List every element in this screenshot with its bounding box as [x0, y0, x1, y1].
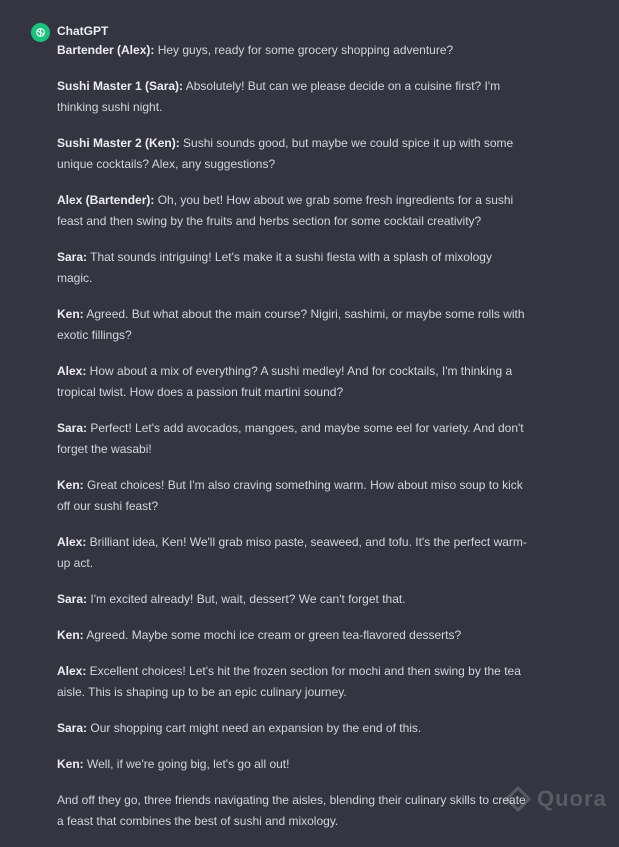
dialogue-text: Agreed. Maybe some mochi ice cream or green tea-flavored desserts?: [83, 628, 462, 642]
speaker-name: Ken:: [57, 478, 84, 492]
speaker-name: Ken:: [57, 628, 84, 642]
dialogue-text: That sounds intriguing! Let's make it a sushi fiesta with a splash of mixology magic.: [57, 250, 492, 285]
dialogue-text: Excellent choices! Let's hit the frozen section for mochi and then swing by the tea aisle. This is shaping up to be an epic culinary journey.: [57, 664, 521, 699]
watermark-text: Quora: [537, 786, 607, 811]
speaker-name: Alex:: [57, 364, 87, 378]
message-paragraph: [57, 76, 527, 118]
watermark-logo-icon: [505, 786, 531, 812]
speaker-name: Sushi Master 2 (Ken):: [57, 136, 180, 150]
message-paragraph: [57, 133, 527, 175]
speaker-name: Ken:: [57, 757, 84, 771]
speaker-name: Ken:: [57, 307, 84, 321]
message-paragraph: [57, 718, 527, 739]
dialogue-text: Agreed. But what about the main course? Nigiri, sashimi, or maybe some rolls with exotic fillings?: [57, 307, 525, 342]
dialogue-text: Hey guys, ready for some grocery shopping adventure?: [154, 43, 454, 57]
speaker-name: Sara:: [57, 592, 88, 606]
dialogue-text: Well, if we're going big, let's go all out!: [83, 757, 290, 771]
dialogue-text: I'm excited already! But, wait, dessert? We can't forget that.: [87, 592, 406, 606]
message-paragraph: [57, 589, 527, 610]
message-paragraph: [57, 247, 527, 289]
dialogue-text: Perfect! Let's add avocados, mangoes, and maybe some eel for variety. And don't forget the wasabi!: [57, 421, 524, 456]
message-content: [57, 40, 527, 847]
message-paragraph: [57, 661, 527, 703]
message-paragraph: [57, 190, 527, 232]
dialogue-text: How about a mix of everything? A sushi medley! And for cocktails, I'm thinking a tropical twist. How does a passion fruit martini sound?: [57, 364, 513, 399]
speaker-name: Sara:: [57, 421, 88, 435]
message-paragraph: [57, 418, 527, 460]
dialogue-text: Sushi sounds good, but maybe we could spice it up with some unique cocktails? Alex, any suggestions?: [57, 136, 514, 171]
watermark: [505, 786, 607, 812]
message-paragraph: [57, 304, 527, 346]
speaker-name: Bartender (Alex):: [57, 43, 155, 57]
speaker-name: Sushi Master 1 (Sara):: [57, 79, 184, 93]
speaker-name: Sara:: [57, 250, 88, 264]
dialogue-text: Absolutely! But can we please decide on a cuisine first? I'm thinking sushi night.: [57, 79, 501, 114]
dialogue-text: Our shopping cart might need an expansion by the end of this.: [87, 721, 422, 735]
dialogue-text: And off they go, three friends navigating the aisles, blending their culinary skills to create a feast that combines the best of sushi and mixology.: [57, 793, 526, 828]
dialogue-text: Brilliant idea, Ken! We'll grab miso paste, seaweed, and tofu. It's the perfect warm-up act.: [57, 535, 527, 570]
speaker-name: Alex:: [57, 664, 87, 678]
openai-logo-icon: [31, 23, 50, 42]
message-paragraph: [57, 475, 527, 517]
speaker-name: Alex:: [57, 535, 87, 549]
speaker-name: Sara:: [57, 721, 88, 735]
message-paragraph: [57, 625, 527, 646]
sender-name: ChatGPT: [57, 24, 109, 38]
speaker-name: Alex (Bartender):: [57, 193, 155, 207]
dialogue-text: Great choices! But I'm also craving something warm. How about miso soup to kick off our sushi feast?: [57, 478, 523, 513]
message-paragraph: [57, 790, 527, 832]
message-paragraph: [57, 361, 527, 403]
message-paragraph: [57, 754, 527, 775]
message-paragraph: [57, 532, 527, 574]
dialogue-text: Oh, you bet! How about we grab some fresh ingredients for a sushi feast and then swing by the fruits and herbs section for some cocktail creativity?: [57, 193, 514, 228]
message-paragraph: [57, 40, 527, 61]
